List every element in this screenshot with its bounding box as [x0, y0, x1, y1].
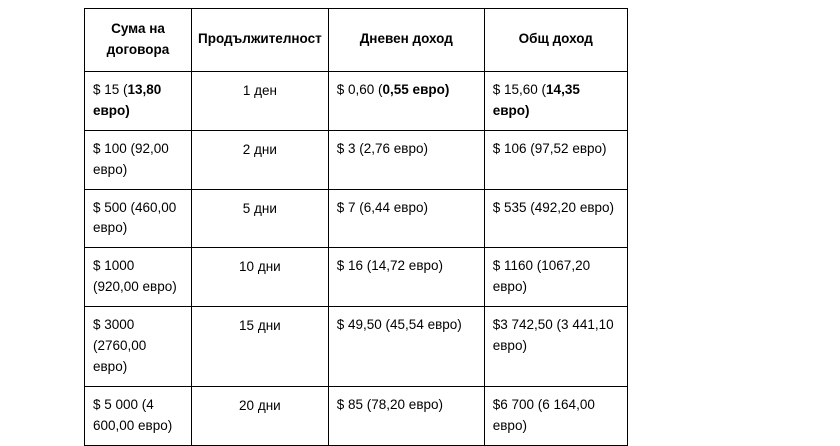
- cell-amount: [85, 248, 192, 307]
- header-cell-duration: Продължителност: [192, 9, 329, 72]
- cell-duration: 1 ден: [192, 71, 329, 130]
- table-row: [85, 307, 628, 387]
- daily-plain: $ 16 (14,72 евро): [336, 258, 443, 274]
- cell-duration: 2 дни: [192, 130, 329, 189]
- cell-amount: [85, 307, 192, 387]
- cell-duration: 5 дни: [192, 189, 329, 248]
- amount-plain: $ 100 (92,00 евро): [93, 140, 169, 177]
- cell-total-income: [484, 189, 627, 248]
- amount-plain: $ 15 (: [93, 81, 128, 97]
- cell-daily-income: [328, 130, 484, 189]
- daily-plain: $ 0,60 (: [336, 81, 383, 97]
- cell-daily-income: [328, 71, 484, 130]
- table-body: [85, 71, 628, 445]
- table-row: [85, 248, 628, 307]
- daily-plain: $ 3 (2,76 евро): [336, 140, 428, 156]
- cell-amount: [85, 130, 192, 189]
- cell-total-income: [484, 307, 627, 387]
- amount-plain: $ 3000 (2760,00 евро): [93, 317, 147, 375]
- cell-total-income: [484, 71, 627, 130]
- total-plain: $6 700 (6 164,00 евро): [492, 396, 595, 433]
- amount-plain: $ 1000 (920,00 евро): [93, 258, 177, 295]
- total-bold: 14,35 евро): [492, 81, 580, 118]
- cell-daily-income: [328, 189, 484, 248]
- cell-total-income: [484, 248, 627, 307]
- cell-amount: [85, 386, 192, 445]
- cell-total-income: [484, 130, 627, 189]
- table-row: [85, 386, 628, 445]
- header-cell-daily-income: Дневен доход: [328, 9, 484, 72]
- cell-daily-income: [328, 248, 484, 307]
- amount-plain: $ 5 000 (4 600,00 евро): [93, 396, 173, 433]
- cell-daily-income: [328, 307, 484, 387]
- cell-total-income: [484, 386, 627, 445]
- cell-daily-income: [328, 386, 484, 445]
- cell-duration: 10 дни: [192, 248, 329, 307]
- amount-bold: 13,80 евро): [93, 81, 162, 118]
- total-plain: $ 15,60 (: [492, 81, 547, 97]
- cell-amount: [85, 71, 192, 130]
- table-header-row: [85, 9, 628, 72]
- amount-plain: $ 500 (460,00 евро): [93, 199, 177, 236]
- table-header: [85, 9, 628, 72]
- table-row: [85, 130, 628, 189]
- total-plain: $ 106 (97,52 евро): [492, 140, 607, 156]
- table-row: [85, 71, 628, 130]
- cell-amount: [85, 189, 192, 248]
- header-cell-total-income: Общ доход: [484, 9, 627, 72]
- total-plain: $3 742,50 (3 441,10 евро): [492, 317, 614, 354]
- contract-income-table: [84, 8, 628, 446]
- total-plain: $ 535 (492,20 евро): [492, 199, 615, 215]
- daily-plain: $ 49,50 (45,54 евро): [336, 317, 462, 333]
- daily-plain: $ 85 (78,20 евро): [336, 396, 443, 412]
- header-cell-amount: Сума на договора: [85, 9, 192, 72]
- total-plain: $ 1160 (1067,20 евро): [492, 258, 591, 295]
- cell-duration: 20 дни: [192, 386, 329, 445]
- cell-duration: 15 дни: [192, 307, 329, 387]
- daily-bold: 0,55 евро): [382, 81, 450, 97]
- table-row: [85, 189, 628, 248]
- daily-plain: $ 7 (6,44 евро): [336, 199, 428, 215]
